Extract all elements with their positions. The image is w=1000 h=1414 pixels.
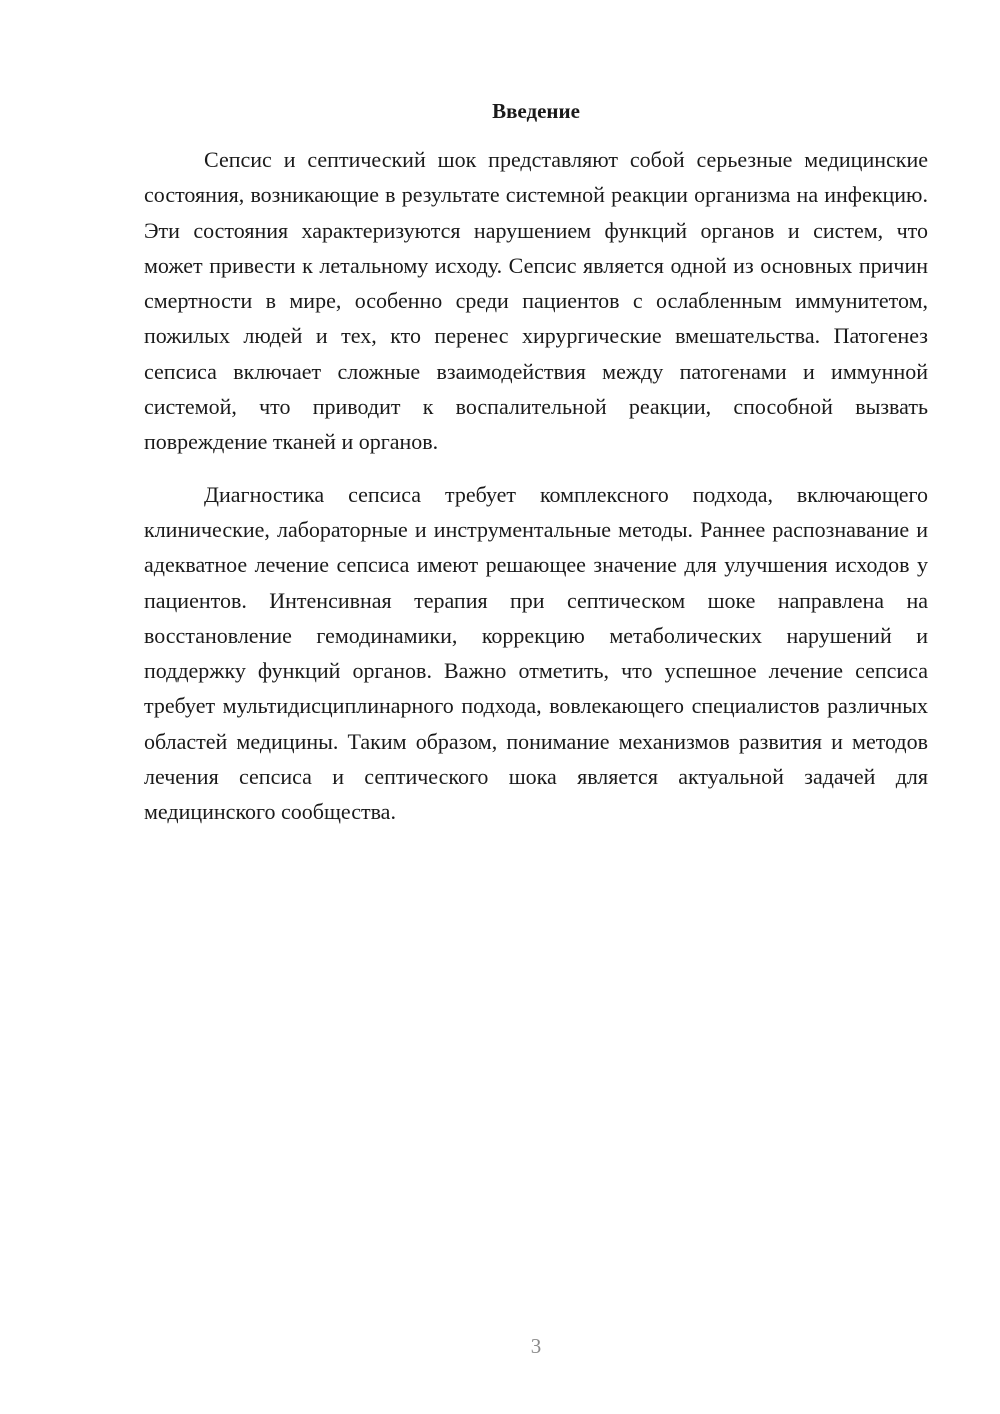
section-heading: Введение [492,99,580,123]
body-text [144,142,928,830]
paragraph-diagnostics: Диагностика сепсиса требует комплексного подхода, включающего клинические, лабораторные и инструментальные методы. Раннее распознавание и адекватное лечение сепсиса имеют решающее значение для улучшения исходов у пациентов. Интенсивная терапия при септическом шоке направлена на восстановление гемодинамики, коррекцию метаболических нарушений и поддержку функций органов. Важно отметить, что успешное лечение сепсиса требует мультидисциплинарного подхода, вовлекающего специалистов различных областей медицины. Таким образом, понимание механизмов развития и методов лечения сепсиса и септического шока является актуальной задачей для медицинского сообщества. [144,481,928,825]
paragraph-introduction: Сепсис и септический шок представляют собой серьезные медицинские состояния, возникающие в результате системной реакции организма на инфекцию. Эти состояния характеризуются нарушением функций органов и систем, что может привести к летальному исходу. Сепсис является одной из основных причин смертности в мире, особенно среди пациентов с ослабленным иммунитетом, пожилых людей и тех, кто перенес хирургические вмешательства. Патогенез сепсиса включает сложные взаимодействия между патогенами и иммунной системой, что приводит к воспалительной реакции, способной вызвать повреждение тканей и органов. [144,147,928,455]
page-number: 3 [530,1334,542,1358]
